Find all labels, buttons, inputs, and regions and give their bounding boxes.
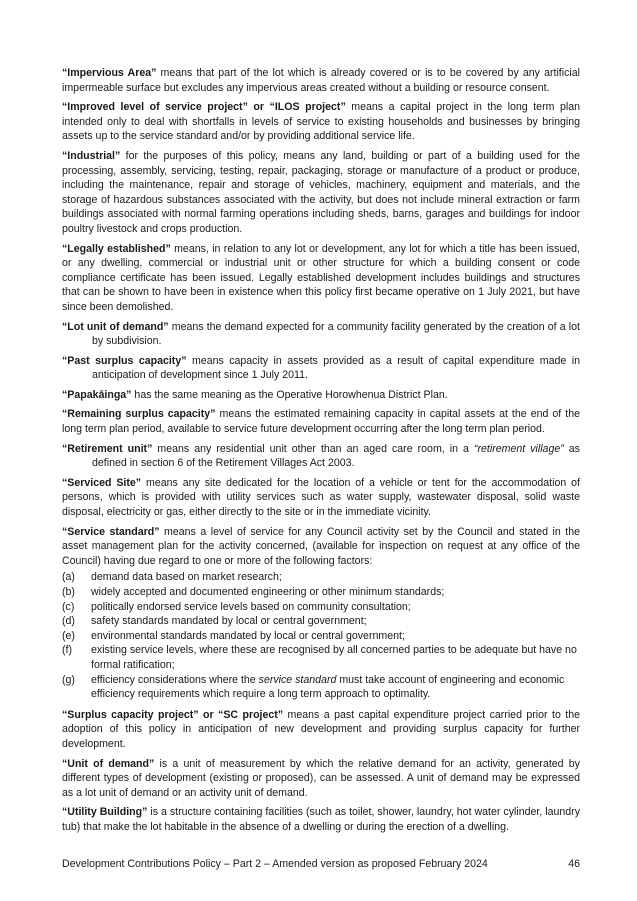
list-item-label: (f) — [62, 644, 72, 657]
definition-term: “Serviced Site” — [62, 476, 142, 489]
definition-text: means any residential unit other than an aged care room, in a — [152, 442, 474, 455]
definition-text: means a capital project in the long term plan intended only to deal with shortfalls in levels of service to existing households and businesses by bringing assets up to the service standard and/or by providing additional service life. — [62, 101, 580, 143]
definition-impervious-area — [62, 66, 580, 95]
definition-text: means that part of the lot which is already covered or is to be covered by any artificial impermeable surface but excludes any impervious areas created without a building or resource consent. — [62, 67, 581, 94]
definition-retirement-unit — [62, 442, 580, 471]
definition-lot-unit-of-demand — [62, 320, 580, 349]
definition-past-surplus-capacity — [62, 354, 580, 383]
definition-term: “Utility Building” — [62, 806, 148, 819]
list-item-text: safety standards mandated by local or central government; — [91, 615, 367, 628]
definition-ilos-project — [62, 100, 580, 144]
service-standard-factors-list — [62, 570, 580, 701]
list-item-label: (a) — [62, 571, 75, 584]
list-item-label: (d) — [62, 615, 75, 628]
list-item-text — [91, 673, 580, 702]
list-item — [62, 614, 580, 629]
definition-industrial — [62, 149, 580, 237]
list-item-text: existing service levels, where these are recognised by all concerned parties to be adequate but have no formal ratification; — [91, 644, 577, 671]
definition-text: for the purposes of this policy, means any land, building or part of a building used for the processing, assembly, servicing, testing, repair, packaging, storage or manufacture of a product or produce, including the maintenance, repair and storage of vehicles, machinery, equipment and materials, and the storage of hazardous substances associated with the activity, but does not include mineral extraction or farm buildings associated with normal farming operations including sheds, barns, garages and buildings for indoor poultry livestock and crops production. — [62, 149, 580, 235]
list-item-label: (e) — [62, 629, 75, 642]
definition-text: means the estimated remaining capacity in capital assets at the end of the long term plan period, available to service future development occurring after the long term plan period. — [62, 408, 580, 436]
definition-term: “Retirement unit” — [62, 442, 153, 455]
list-item-text-continued: must take account of engineering and economic efficiency requirements which require a long term approach to optimality. — [91, 673, 565, 701]
definition-text-continued: as defined in section 6 of the Retirement Villages Act 2003. — [92, 442, 580, 470]
definition-term: “Legally established” — [62, 242, 171, 255]
definition-term: “Past surplus capacity” — [62, 354, 187, 367]
definition-term: “Surplus capacity project” or “SC project” — [62, 708, 284, 721]
list-item-label: (c) — [62, 600, 75, 613]
definition-term: “Service standard” — [62, 525, 160, 538]
definition-text: has the same meaning as the Operative Horowhenua District Plan. — [131, 388, 448, 401]
list-item-text-part: efficiency considerations where the — [91, 673, 259, 686]
definition-term: “Papakāinga” — [62, 388, 132, 401]
definition-service-standard — [62, 525, 580, 569]
list-item-text: demand data based on market research; — [91, 571, 282, 584]
definition-term: “Improved level of service project” or “ILOS project” — [62, 101, 346, 114]
definition-text: means the demand expected for a community facility generated by the creation of a lot by subdivision. — [92, 320, 580, 348]
definition-papakainga — [62, 388, 580, 403]
list-item-text: politically endorsed service levels based on community consultation; — [91, 600, 411, 613]
page-footer — [62, 858, 580, 870]
list-item — [62, 585, 580, 600]
page-number: 46 — [568, 858, 580, 870]
list-item — [62, 629, 580, 644]
list-item — [62, 643, 580, 672]
definition-term: “Unit of demand” — [62, 757, 155, 770]
list-item-italic-text: service standard — [258, 673, 337, 686]
list-item — [62, 673, 580, 702]
definition-text: is a unit of measurement by which the relative demand for an activity, generated by different types of development (existing or proposed), can be assessed. A unit of demand may be expressed as a lot unit of demand or an activity unit of demand. — [62, 757, 580, 799]
definition-text: means a level of service for any Council activity set by the Council and stated in the asset management plan for the activity concerned, (available for inspection on request at any office of the Council) having due regard to one or more of the following factors: — [62, 525, 580, 567]
list-item-label: (b) — [62, 586, 75, 598]
list-item-label: (g) — [62, 673, 75, 686]
definition-utility-building — [62, 805, 580, 834]
definition-text: means capacity in assets provided as a result of capital expenditure made in anticipation of development since 1 July 2011. — [92, 354, 580, 382]
definition-term: “Remaining surplus capacity” — [62, 408, 216, 421]
definition-text: means a past capital expenditure project carried prior to the adoption of this policy in anticipation of new development and providing surplus capacity for further development. — [62, 708, 580, 750]
definition-text: means any site dedicated for the location of a vehicle or tent for the accommodation of persons, which is provided with utility services such as water supply, wastewater disposal, solid waste disposal, electricity or gas, either directly to the site or in the immediate vicinity. — [62, 476, 580, 519]
definition-remaining-surplus-capacity — [62, 407, 580, 436]
definition-unit-of-demand — [62, 757, 580, 801]
definition-text: is a structure containing facilities (such as toilet, shower, laundry, hot water cylinder, laundry tub) that make the lot habitable in the absence of a dwelling or during the erection of a dwelling. — [62, 806, 580, 833]
list-item-text: widely accepted and documented engineering or other minimum standards; — [91, 586, 445, 598]
definition-italic-text: “retirement village” — [473, 442, 564, 455]
definition-serviced-site — [62, 476, 580, 520]
page-body — [62, 66, 580, 840]
list-item-text: environmental standards mandated by local or central government; — [91, 629, 405, 642]
list-item — [62, 600, 580, 615]
definition-surplus-capacity-project — [62, 708, 580, 752]
definition-term: “Impervious Area” — [62, 67, 157, 79]
definition-text: means, in relation to any lot or development, any lot for which a title has been issued, or any dwelling, commercial or industrial unit or other structure for which a building consent or code compliance certificate has been issued. Legally established development includes buildings and structures that can be shown to have been in existence when this policy first became operative on 1 July 2021, but have since been demolished. — [62, 242, 581, 313]
footer-document-title: Development Contributions Policy – Part 2 – Amended version as proposed February 2024 — [62, 858, 488, 870]
definition-term: “Lot unit of demand” — [62, 320, 169, 333]
definition-term: “Industrial” — [62, 149, 121, 162]
definition-legally-established — [62, 242, 580, 315]
list-item — [62, 570, 580, 585]
